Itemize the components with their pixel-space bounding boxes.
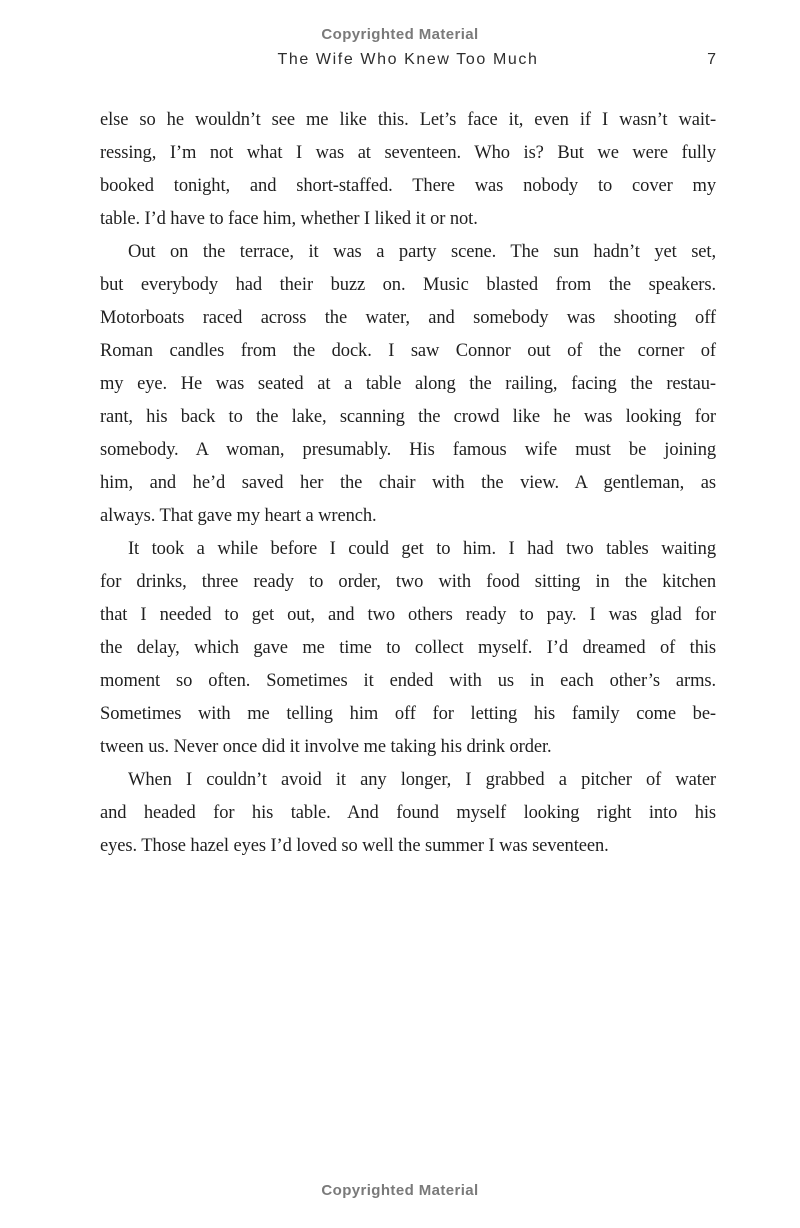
text-line: Motorboats raced across the water, and somebody was shooting off bbox=[100, 308, 716, 328]
text-line: moment so often. Sometimes it ended with us in each other’s arms. bbox=[100, 671, 716, 691]
text-line: ressing, I’m not what I was at seventeen. Who is? But we were fully bbox=[100, 143, 716, 163]
text-line: that I needed to get out, and two others ready to pay. I was glad for bbox=[100, 605, 716, 625]
text-line: Sometimes with me telling him off for letting his family come be- bbox=[100, 704, 716, 724]
text-line: always. That gave my heart a wrench. bbox=[100, 506, 377, 526]
running-header bbox=[100, 51, 716, 69]
body-text bbox=[100, 104, 716, 863]
page-number: 7 bbox=[707, 51, 716, 68]
text-line: eyes. Those hazel eyes I’d loved so well the summer I was seventeen. bbox=[100, 836, 609, 856]
text-line: Out on the terrace, it was a party scene. The sun hadn’t yet set, bbox=[128, 242, 716, 262]
paragraph bbox=[100, 236, 716, 533]
text-line: him, and he’d saved her the chair with the view. A gentleman, as bbox=[100, 473, 716, 493]
text-line: It took a while before I could get to him. I had two tables waiting bbox=[128, 539, 716, 559]
text-line: the delay, which gave me time to collect myself. I’d dreamed of this bbox=[100, 638, 716, 658]
text-line: Roman candles from the dock. I saw Connor out of the corner of bbox=[100, 341, 716, 361]
paragraph bbox=[100, 533, 716, 764]
paragraph bbox=[100, 104, 716, 236]
running-header-title: The Wife Who Knew Too Much bbox=[277, 51, 539, 68]
copyright-notice-bottom: Copyrighted Material bbox=[321, 1182, 479, 1199]
text-line: tween us. Never once did it involve me taking his drink order. bbox=[100, 737, 552, 757]
text-line: rant, his back to the lake, scanning the crowd like he was looking for bbox=[100, 407, 716, 427]
text-line: else so he wouldn’t see me like this. Let’s face it, even if I wasn’t wait- bbox=[100, 110, 716, 130]
text-line: for drinks, three ready to order, two with food sitting in the kitchen bbox=[100, 572, 716, 592]
text-line: but everybody had their buzz on. Music blasted from the speakers. bbox=[100, 275, 716, 295]
copyright-notice-top: Copyrighted Material bbox=[321, 26, 479, 43]
text-line: and headed for his table. And found myself looking right into his bbox=[100, 803, 716, 823]
text-line: table. I’d have to face him, whether I liked it or not. bbox=[100, 209, 478, 229]
paragraph bbox=[100, 764, 716, 863]
text-line: When I couldn’t avoid it any longer, I grabbed a pitcher of water bbox=[128, 770, 716, 790]
text-line: my eye. He was seated at a table along the railing, facing the restau- bbox=[100, 374, 716, 394]
text-line: somebody. A woman, presumably. His famous wife must be joining bbox=[100, 440, 716, 460]
text-line: booked tonight, and short-staffed. There was nobody to cover my bbox=[100, 176, 716, 196]
